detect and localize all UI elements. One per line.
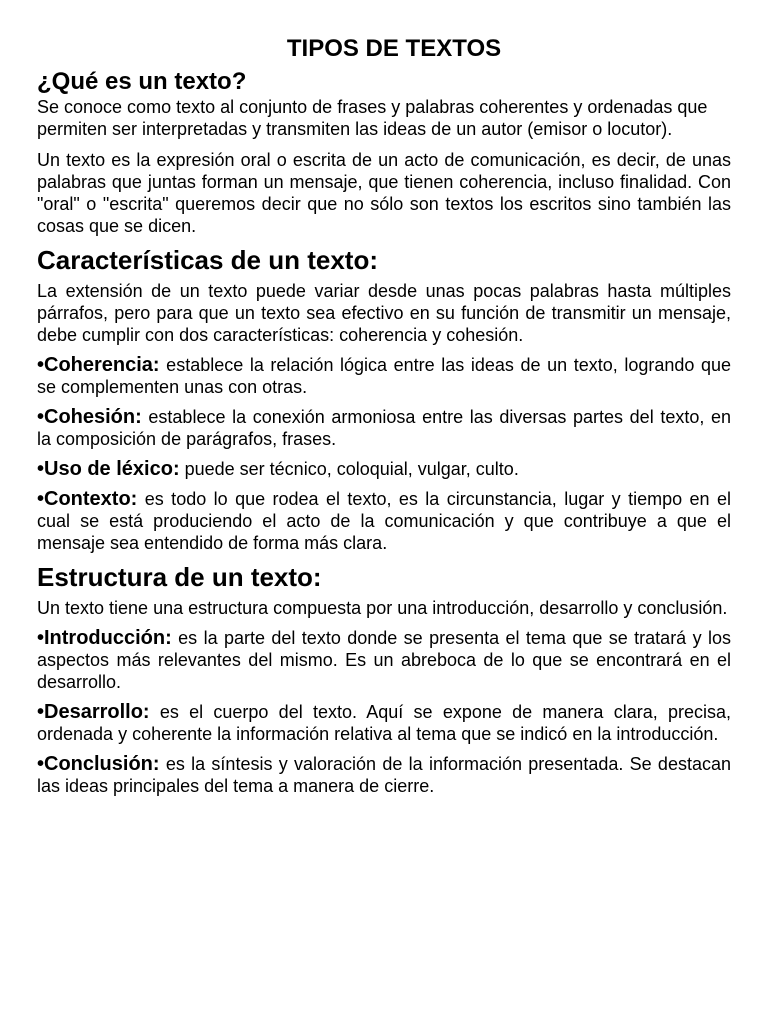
bullet-term: •Coherencia: <box>37 354 160 376</box>
section-heading-caracteristicas: Características de un texto: <box>37 245 379 275</box>
bullet-term: •Cohesión: <box>37 406 142 428</box>
section-heading-que-es: ¿Qué es un texto? <box>37 68 247 95</box>
bullet-term: •Conclusión: <box>37 753 160 775</box>
page-title: TIPOS DE TEXTOS <box>286 35 502 62</box>
list-item-uso-de-lexico <box>37 458 731 480</box>
document-page <box>37 32 731 805</box>
paragraph-definition: Se conoce como texto al conjunto de frases y palabras coherentes y ordenadas que permiten ser interpretadas y transmiten las ideas de un autor (emisor o locutor). <box>37 97 708 139</box>
list-item-contexto <box>37 488 731 554</box>
list-item-desarrollo <box>37 701 731 745</box>
list-item-coherencia <box>37 354 731 398</box>
bullet-text: es el cuerpo del texto. Aquí se expone de manera clara, precisa, ordenada y coherente la información relativa al tema que se indicó en la introducción. <box>37 702 731 744</box>
list-item-conclusion <box>37 753 731 797</box>
list-item-cohesion <box>37 406 731 450</box>
bullet-term: •Introducción: <box>37 627 172 649</box>
paragraph-expression: Un texto es la expresión oral o escrita de un acto de comunicación, es decir, de unas palabras que juntas forman un mensaje, que tienen coherencia, incluso finalidad. Con "oral" o "escrita" queremos decir que no sólo son textos los escritos sino también las cosas que se dicen. <box>37 150 731 236</box>
paragraph-caracteristicas-intro: La extensión de un texto puede variar desde unas pocas palabras hasta múltiples párrafos, pero para que un texto sea efectivo en su función de transmitir un mensaje, debe cumplir con dos características: coherencia y cohesión. <box>37 281 731 345</box>
bullet-text: establece la relación lógica entre las ideas de un texto, logrando que se complementen unas con otras. <box>37 355 731 397</box>
bullet-text: puede ser técnico, coloquial, vulgar, culto. <box>179 459 519 479</box>
bullet-term: •Contexto: <box>37 488 138 510</box>
list-item-introduccion <box>37 627 731 693</box>
bullet-term: •Uso de léxico: <box>37 458 180 480</box>
paragraph-estructura-intro: Un texto tiene una estructura compuesta por una introducción, desarrollo y conclusión. <box>37 598 728 618</box>
bullet-text: es la parte del texto donde se presenta el tema que se tratará y los aspectos más relevantes del mismo. Es un abreboca de lo que se encontrará en el desarrollo. <box>37 628 731 692</box>
bullet-term: •Desarrollo: <box>37 701 150 723</box>
section-heading-estructura: Estructura de un texto: <box>37 562 322 592</box>
bullet-text: es la síntesis y valoración de la información presentada. Se destacan las ideas principales del tema a manera de cierre. <box>37 754 731 796</box>
bullet-text: establece la conexión armoniosa entre las diversas partes del texto, en la composición de parágrafos, frases. <box>37 407 731 449</box>
bullet-text: es todo lo que rodea el texto, es la circunstancia, lugar y tiempo en el cual se está produciendo el acto de la comunicación y que contribuye a que el mensaje sea entendido de forma más clara. <box>37 489 731 553</box>
